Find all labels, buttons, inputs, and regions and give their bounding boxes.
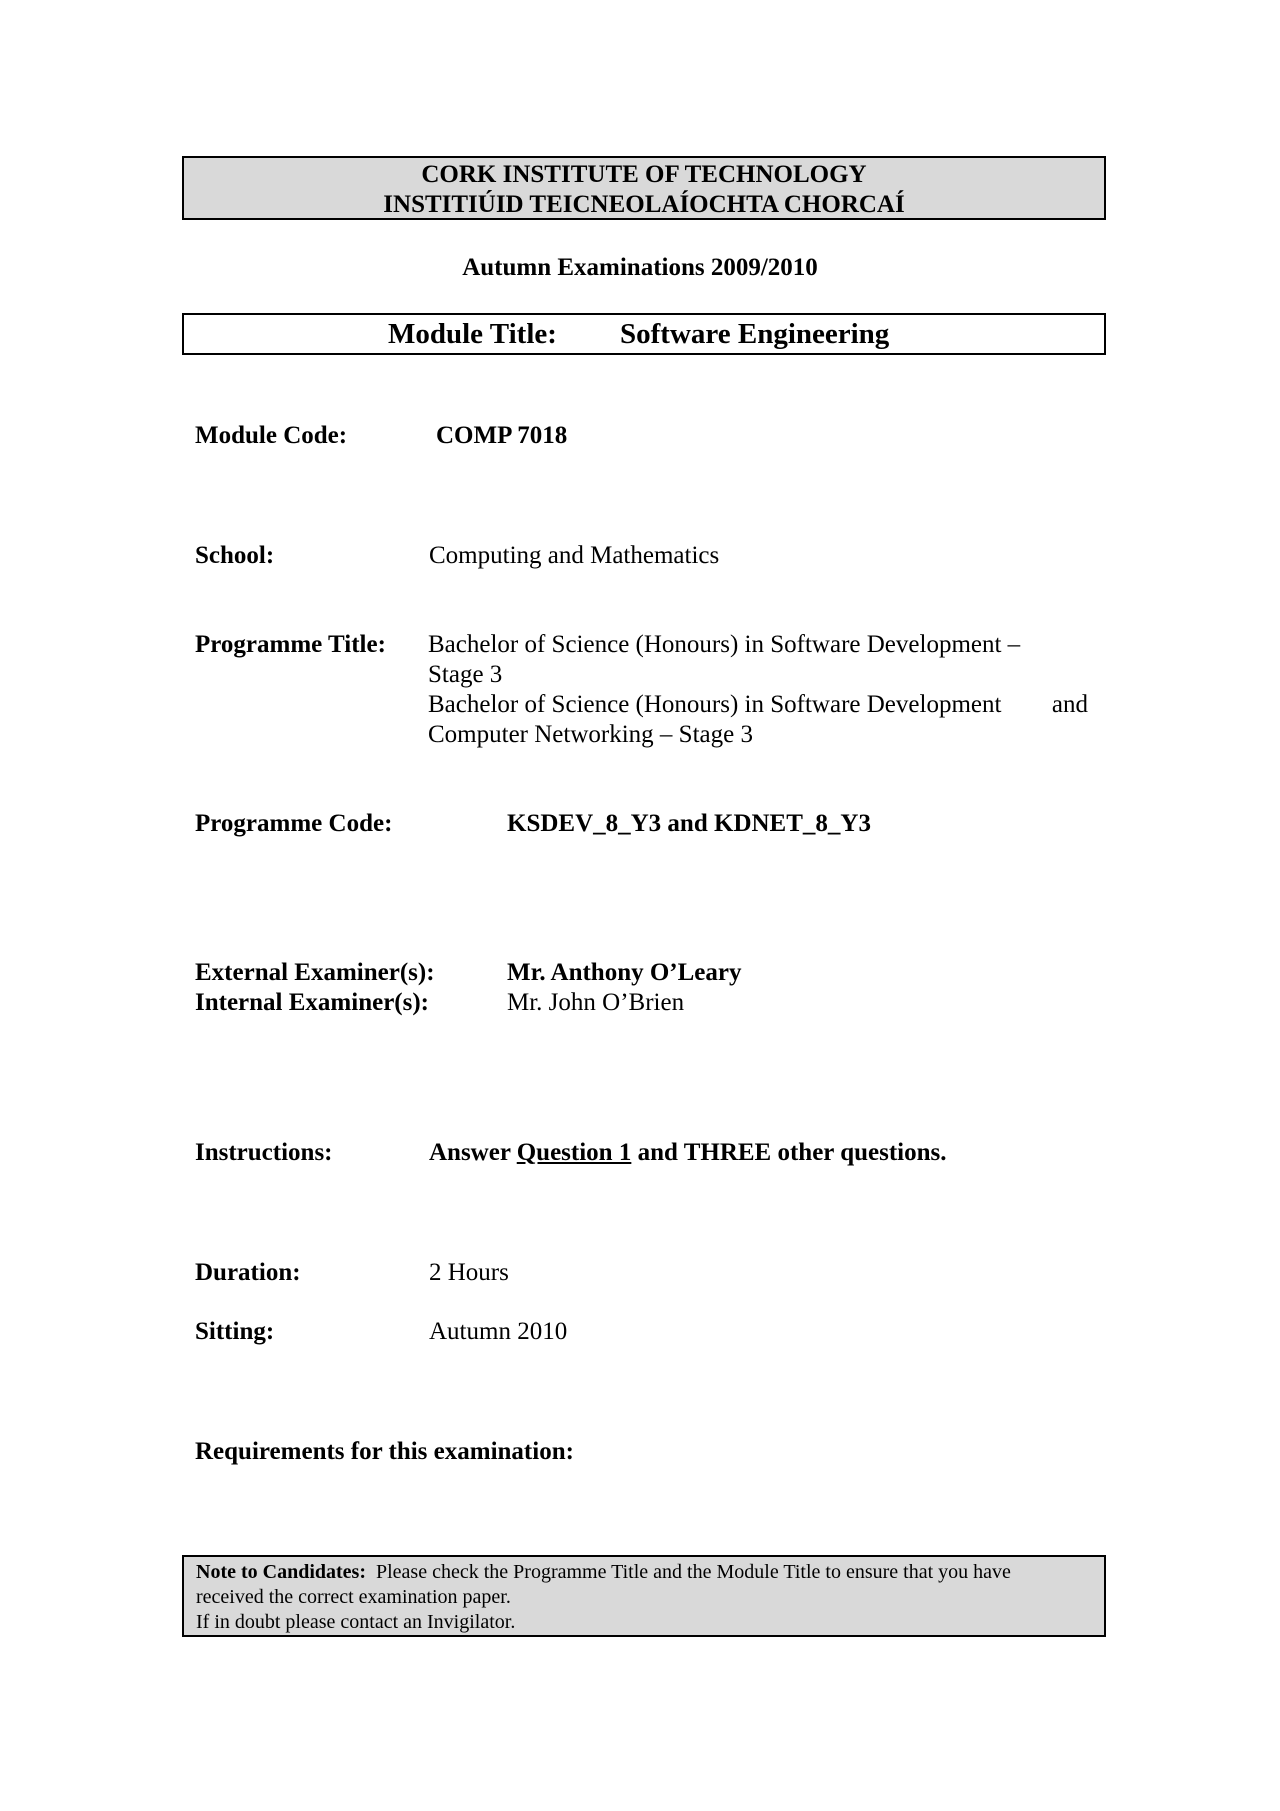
programme-title-value bbox=[428, 630, 1088, 750]
sitting-value: Autumn 2010 bbox=[429, 1318, 568, 1345]
instructions-value bbox=[429, 1138, 946, 1168]
note-line bbox=[196, 1560, 1092, 1585]
sitting-label: Sitting: bbox=[195, 1318, 275, 1345]
instructions-label: Instructions: bbox=[195, 1139, 333, 1166]
note-text: Please check the Programme Title and the Module Title to ensure that you have bbox=[376, 1561, 1011, 1583]
instructions-question: Question 1 bbox=[516, 1139, 632, 1166]
note-line: received the correct examination paper. bbox=[196, 1586, 511, 1608]
institute-header bbox=[182, 156, 1106, 220]
programme-title-line: Bachelor of Science (Honours) in Software Development – bbox=[428, 631, 1021, 658]
exam-session-title: Autumn Examinations 2009/2010 bbox=[462, 254, 818, 281]
module-title-value: Software Engineering bbox=[620, 318, 890, 350]
school-label: School: bbox=[195, 542, 275, 569]
institute-name-english: CORK INSTITUTE OF TECHNOLOGY bbox=[421, 161, 867, 188]
instructions-suffix: and THREE other questions. bbox=[631, 1139, 947, 1166]
external-examiner-label: External Examiner(s): bbox=[195, 959, 435, 986]
module-title-box bbox=[182, 313, 1106, 355]
programme-title-line: Computer Networking – Stage 3 bbox=[428, 721, 753, 748]
duration-value: 2 Hours bbox=[429, 1259, 509, 1286]
programme-title-line: Stage 3 bbox=[428, 661, 503, 688]
programme-title-line-end: and bbox=[1051, 691, 1088, 718]
programme-title-line bbox=[428, 690, 1088, 720]
internal-examiner-label: Internal Examiner(s): bbox=[195, 989, 429, 1016]
external-examiner-value: Mr. Anthony O’Leary bbox=[507, 959, 742, 986]
module-title-label: Module Title: bbox=[388, 318, 557, 350]
programme-title-label: Programme Title: bbox=[195, 631, 386, 658]
requirements-label: Requirements for this examination: bbox=[195, 1438, 574, 1465]
programme-code-value: KSDEV_8_Y3 and KDNET_8_Y3 bbox=[507, 810, 871, 837]
school-value: Computing and Mathematics bbox=[429, 542, 720, 569]
module-code-value: COMP 7018 bbox=[436, 422, 568, 449]
module-code-label: Module Code: bbox=[195, 422, 348, 449]
note-label: Note to Candidates: bbox=[196, 1561, 366, 1583]
duration-label: Duration: bbox=[195, 1259, 301, 1286]
institute-name-irish: INSTITIÚID TEICNEOLAÍOCHTA CHORCAÍ bbox=[383, 191, 905, 218]
note-to-candidates-box bbox=[182, 1555, 1106, 1637]
programme-title-line-text: Bachelor of Science (Honours) in Software Development bbox=[428, 691, 1002, 718]
note-line: If in doubt please contact an Invigilator. bbox=[196, 1611, 516, 1633]
internal-examiner-value: Mr. John O’Brien bbox=[507, 989, 685, 1016]
programme-code-label: Programme Code: bbox=[195, 810, 393, 837]
instructions-prefix: Answer bbox=[429, 1139, 517, 1166]
